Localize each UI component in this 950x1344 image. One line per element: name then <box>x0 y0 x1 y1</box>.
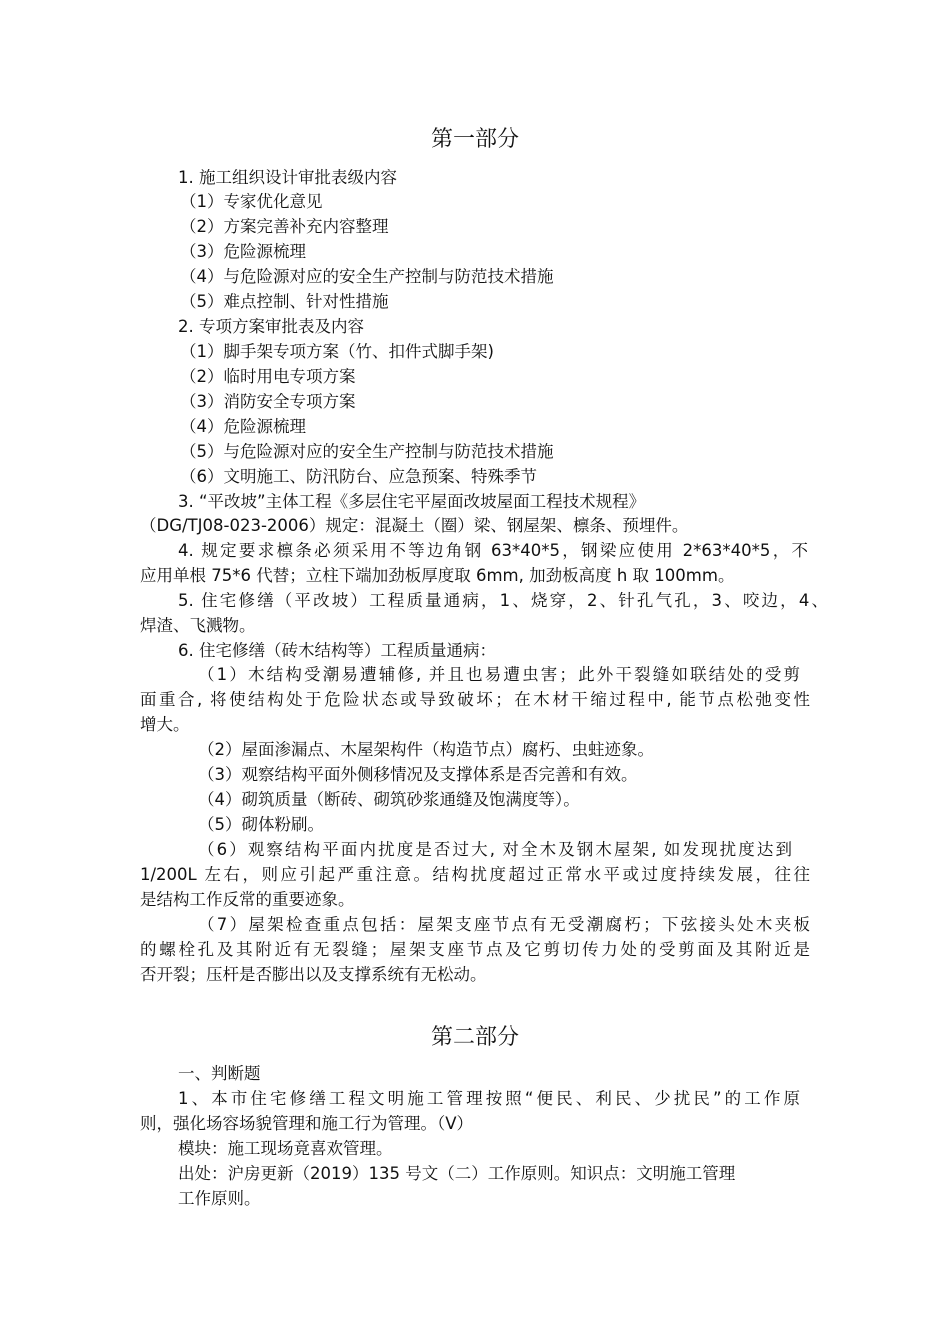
paragraph-line: 增大。 <box>140 715 190 734</box>
question-type-heading: 一、判断题 <box>178 1064 261 1083</box>
paragraph-line: 焊渣、飞溅物。 <box>140 616 256 635</box>
section2-heading: 2. 专项方案审批表及内容 <box>178 317 364 336</box>
list-item: （2）方案完善补充内容整理 <box>180 217 389 236</box>
part2-heading: 第二部分 <box>430 1025 519 1050</box>
paragraph-line: 否开裂；压杆是否膨出以及支撑系统有无松动。 <box>140 965 487 984</box>
section3-heading: 3. “平改坡”主体工程《多层住宅平屋面改坡屋面工程技术规程》 <box>178 492 646 511</box>
paragraph-line: 的螺栓孔及其附近有无裂缝；屋架支座节点及它剪切传力处的受剪面及其附近是 <box>140 940 810 959</box>
list-item: （3）消防安全专项方案 <box>180 392 356 411</box>
paragraph-line: （DG/TJ08-023-2006）规定：混凝土（圈）梁、钢屋架、檩条、预埋件。 <box>140 516 689 535</box>
paragraph-line: （4）砌筑质量（断砖、砌筑砂浆通缝及饱满度等）。 <box>198 790 580 809</box>
part1-heading: 第一部分 <box>430 127 519 152</box>
paragraph-line: 5. 住宅修缮（平改坡）工程质量通病，1、烧穿，2、针孔气孔，3、咬边，4、 <box>178 591 828 610</box>
list-item: （5）难点控制、针对性措施 <box>180 292 389 311</box>
paragraph-line: 4. 规定要求檩条必须采用不等边角钢 63*40*5，钢梁应使用 2*63*40*5，不 <box>178 541 808 560</box>
paragraph-line: 面重合, 将使结构处于危险状态或导致破坏；在木材干缩过程中, 能节点松弛变性 <box>140 690 810 709</box>
paragraph-line: （3）观察结构平面外侧移情况及支撑体系是否完善和有效。 <box>198 765 638 784</box>
paragraph-line: （7）屋架检查重点包括：屋架支座节点有无受潮腐朽；下弦接头处木夹板 <box>198 915 810 934</box>
paragraph-line: （2）屋面渗漏点、木屋架构件（构造节点）腐朽、虫蛀迹象。 <box>198 740 654 759</box>
section1-heading: 1. 施工组织设计审批表级内容 <box>178 168 397 187</box>
paragraph-line: 应用单根 75*6 代替；立柱下端加劲板厚度取 6mm, 加劲板高度 h 取 100mm。 <box>140 566 735 585</box>
paragraph-line: 工作原则。 <box>178 1189 261 1208</box>
list-item: （3）危险源梳理 <box>180 242 306 261</box>
paragraph-line: 是结构工作反常的重要迹象。 <box>140 890 355 909</box>
paragraph-line: 1/200L 左右，则应引起严重注意。结构扰度超过正常水平或过度持续发展，往往 <box>140 865 810 884</box>
list-item: （1）脚手架专项方案（竹、扣件式脚手架) <box>180 342 494 361</box>
paragraph-line: （6）观察结构平面内扰度是否过大, 对全木及钢木屋架, 如发现扰度达到 <box>198 840 792 859</box>
paragraph-line: 则，强化场容场貌管理和施工行为管理。（V） <box>140 1114 474 1133</box>
list-item: （6）文明施工、防汛防台、应急预案、特殊季节 <box>180 467 537 486</box>
paragraph-line: 6. 住宅修缮（砖木结构等）工程质量通病： <box>178 641 496 660</box>
paragraph-line: 模块：施工现场竟喜欢管理。 <box>178 1139 393 1158</box>
list-item: （2）临时用电专项方案 <box>180 367 356 386</box>
list-item: （5）与危险源对应的安全生产控制与防范技术措施 <box>180 442 554 461</box>
paragraph-line: （5）砌体粉刷。 <box>198 815 324 834</box>
list-item: （4）危险源梳理 <box>180 417 306 436</box>
paragraph-line: 1、本市住宅修缮工程文明施工管理按照“便民、利民、少扰民”的工作原 <box>178 1089 800 1108</box>
paragraph-line: 出处：沪房更新（2019）135 号文（二）工作原则。知识点：文明施工管理 <box>178 1164 736 1183</box>
list-item: （4）与危险源对应的安全生产控制与防范技术措施 <box>180 267 554 286</box>
list-item: （1）专家优化意见 <box>180 192 323 211</box>
paragraph-line: （1）木结构受潮易遭辅修, 并且也易遭虫害；此外干裂缝如联结处的受剪 <box>198 665 800 684</box>
